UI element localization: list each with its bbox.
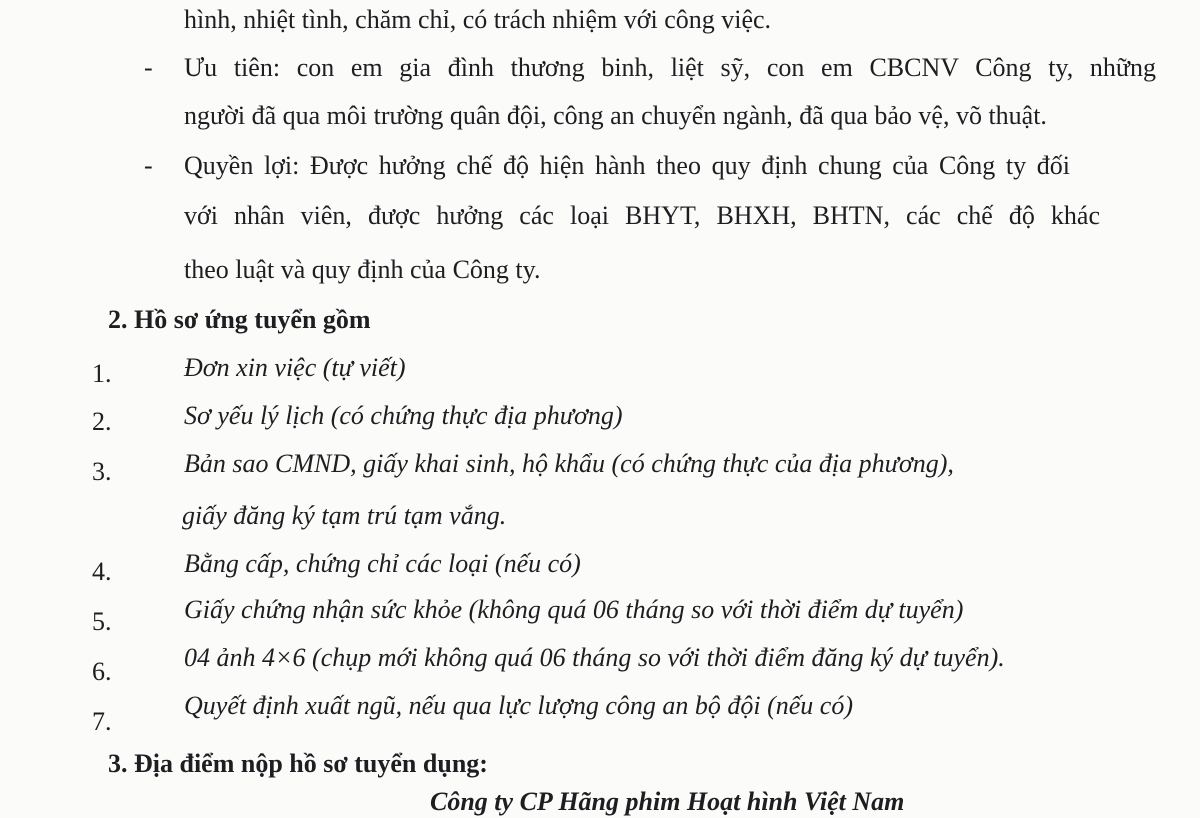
list-item-text: Bằng cấp, chứng chỉ các loại (nếu có) [184, 549, 581, 578]
list-item-number: 5. [92, 607, 112, 636]
bullet-benefits-line-3: theo luật và quy định của Công ty. [184, 255, 541, 284]
list-item-text: Quyết định xuất ngũ, nếu qua lực lượng công an bộ đội (nếu có) [184, 691, 853, 720]
bullet-marker: - [144, 151, 153, 180]
list-item-text: Sơ yếu lý lịch (có chứng thực địa phương) [184, 401, 623, 430]
bullet-benefits-line-1: Quyền lợi: Được hưởng chế độ hiện hành theo quy định chung của Công ty đối [184, 151, 1070, 180]
list-item-number: 3. [92, 457, 112, 486]
section-2-heading: 2. Hồ sơ ứng tuyển gồm [108, 305, 371, 334]
section-3-partial-line: Công ty CP Hãng phim Hoạt hình Việt Nam [430, 787, 905, 816]
list-item-number: 4. [92, 557, 112, 586]
bullet-priority-line-2: người đã qua môi trường quân đội, công an chuyển ngành, đã qua bảo vệ, võ thuật. [184, 101, 1047, 130]
list-item-number: 1. [92, 359, 112, 388]
list-item-text: 04 ảnh 4×6 (chụp mới không quá 06 tháng so với thời điểm đăng ký dự tuyển). [184, 643, 1005, 672]
list-item-number: 2. [92, 407, 112, 436]
bullet-priority-line-1: Ưu tiên: con em gia đình thương binh, liệt sỹ, con em CBCNV Công ty, những [184, 53, 1156, 82]
paragraph-continuation: hình, nhiệt tình, chăm chỉ, có trách nhiệm với công việc. [184, 5, 772, 34]
section-3-heading: 3. Địa điểm nộp hồ sơ tuyển dụng: [108, 749, 488, 778]
bullet-marker: - [144, 53, 153, 82]
list-item-text: Bản sao CMND, giấy khai sinh, hộ khẩu (có chứng thực của địa phương), [184, 449, 954, 478]
bullet-benefits-line-2: với nhân viên, được hưởng các loại BHYT, BHXH, BHTN, các chế độ khác [184, 201, 1100, 230]
list-item-text: Đơn xin việc (tự viết) [184, 353, 406, 382]
list-item-number: 7. [92, 707, 112, 736]
list-item-text-continuation: giấy đăng ký tạm trú tạm vắng. [182, 501, 507, 530]
list-item-number: 6. [92, 657, 112, 686]
list-item-text: Giấy chứng nhận sức khỏe (không quá 06 tháng so với thời điểm dự tuyển) [184, 595, 964, 624]
